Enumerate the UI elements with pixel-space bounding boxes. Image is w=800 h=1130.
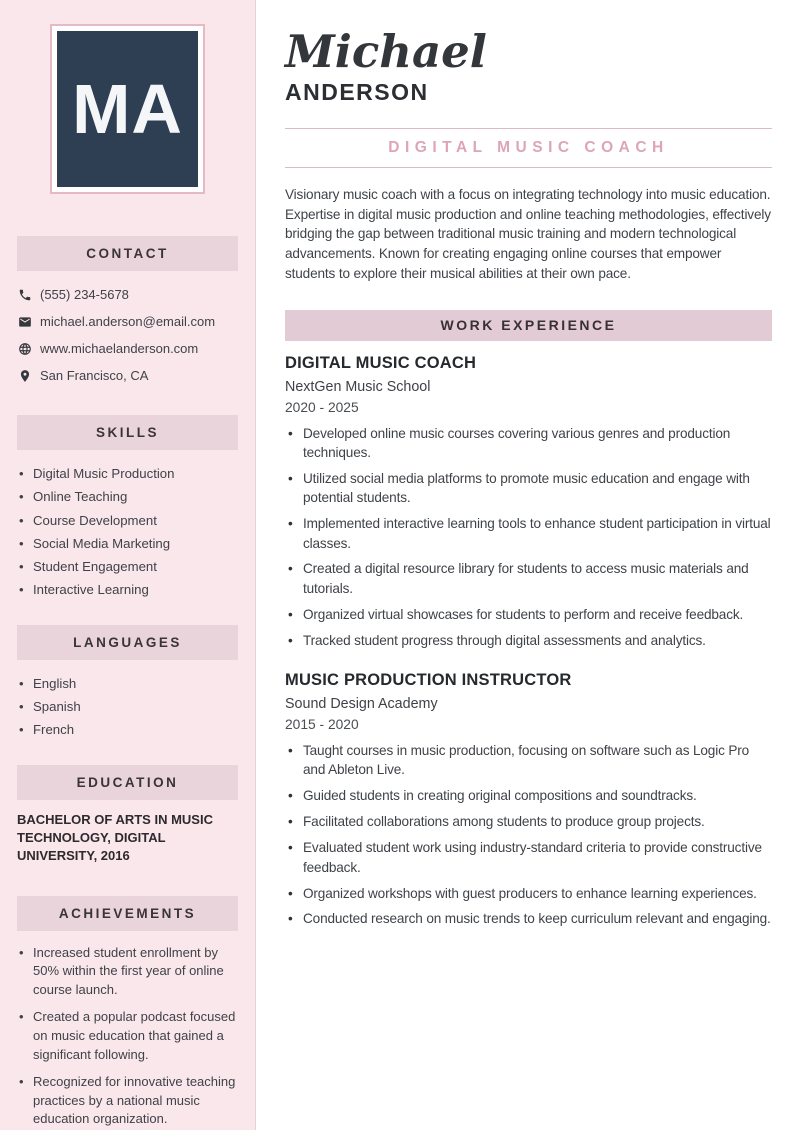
education-degree: BACHELOR OF ARTS IN MUSIC TECHNOLOGY, DIGITAL UNIVERSITY, 2016 <box>17 811 213 864</box>
job-bullet: • Taught courses in music production, focusing on software such as Logic Pro and Ableton Live. <box>285 741 772 780</box>
contact-location-text: San Francisco, CA <box>40 368 149 383</box>
job-bullet: • Guided students in creating original compositions and soundtracks. <box>285 786 772 805</box>
job-dates: 2020 - 2025 <box>285 399 359 415</box>
job-bullet: • Created a digital resource library for students to access music materials and tutorials. <box>285 559 772 598</box>
job-bullet: • Tracked student progress through digital assessments and analytics. <box>285 631 772 650</box>
last-name: ANDERSON <box>285 79 429 105</box>
job-bullet: • Developed online music courses covering various genres and production techniques. <box>285 424 772 463</box>
role-divider-bottom <box>285 167 772 168</box>
job-entry-2 <box>285 671 772 929</box>
skills-list <box>17 462 238 602</box>
job-title: MUSIC PRODUCTION INSTRUCTOR <box>285 671 572 690</box>
job-bullet: • Implemented interactive learning tools to enhance student participation in virtual classes. <box>285 514 772 553</box>
languages-section-header <box>17 625 238 660</box>
contact-section-header <box>17 236 238 271</box>
job-bullet-list <box>285 424 772 651</box>
job-bullet: • Organized workshops with guest producers to enhance learning experiences. <box>285 884 772 903</box>
language-item: • English <box>17 672 238 695</box>
email-icon <box>17 314 32 329</box>
achievement-item: • Recognized for innovative teaching practices by a national music education organization. <box>17 1073 238 1129</box>
contact-row-location <box>17 362 238 389</box>
job-title: DIGITAL MUSIC COACH <box>285 353 477 372</box>
phone-icon <box>17 287 32 302</box>
professional-summary: Visionary music coach with a focus on integrating technology into music education. Expertise in digital music production and online teaching methodologies, effectively bridging the gap between traditional music training and modern technological advancements. Known for creating engaging online courses that empower students to explore their musical abilities at their own pace. <box>285 187 771 281</box>
globe-icon <box>17 341 32 356</box>
main-column <box>256 0 800 1130</box>
job-dates: 2015 - 2020 <box>285 717 359 733</box>
skills-section-title: SKILLS <box>95 425 159 440</box>
contact-email-text: michael.anderson@email.com <box>40 314 216 329</box>
achievements-list <box>17 944 238 1129</box>
job-company: Sound Design Academy <box>285 696 438 713</box>
job-company: NextGen Music School <box>285 378 431 395</box>
first-name: Michael <box>285 25 487 78</box>
contact-row-website <box>17 335 238 362</box>
monogram-initials: MA <box>72 70 183 148</box>
achievements-section-header <box>17 896 238 931</box>
contact-list <box>17 281 238 389</box>
language-item: • French <box>17 718 238 741</box>
monogram-frame <box>50 24 205 194</box>
contact-section-title: CONTACT <box>86 246 169 261</box>
job-bullet: • Facilitated collaborations among students to produce group projects. <box>285 812 772 831</box>
job-bullet: • Evaluated student work using industry-standard criteria to provide constructive feedback. <box>285 838 772 877</box>
language-item: • Spanish <box>17 695 238 718</box>
job-bullet: • Utilized social media platforms to promote music education and engage with potential students. <box>285 469 772 508</box>
education-section-title: EDUCATION <box>76 774 179 790</box>
job-entry-1 <box>285 354 772 651</box>
contact-phone-text: (555) 234-5678 <box>40 287 129 302</box>
work-experience-section-header <box>285 310 772 341</box>
skill-item: • Digital Music Production <box>17 462 238 485</box>
skill-item: • Social Media Marketing <box>17 532 238 555</box>
job-bullet-list <box>285 741 772 929</box>
contact-row-email <box>17 308 238 335</box>
skill-item: • Course Development <box>17 509 238 532</box>
achievements-section-title: ACHIEVEMENTS <box>58 905 197 921</box>
role-title: DIGITAL MUSIC COACH <box>388 139 669 156</box>
education-section-header <box>17 765 238 800</box>
skills-section-header <box>17 415 238 450</box>
sidebar <box>0 0 256 1130</box>
job-bullet: • Conducted research on music trends to keep curriculum relevant and engaging. <box>285 909 772 928</box>
achievement-item: • Increased student enrollment by 50% within the first year of online course launch. <box>17 944 238 1000</box>
monogram <box>57 31 198 187</box>
skill-item: • Student Engagement <box>17 555 238 578</box>
job-bullet: • Organized virtual showcases for students to perform and receive feedback. <box>285 605 772 624</box>
location-pin-icon <box>17 368 32 383</box>
languages-section-title: LANGUAGES <box>73 634 182 650</box>
skill-item: • Interactive Learning <box>17 578 238 601</box>
languages-list <box>17 672 238 742</box>
achievement-item: • Created a popular podcast focused on music education that gained a significant following. <box>17 1008 238 1064</box>
contact-row-phone <box>17 281 238 308</box>
contact-website-text: www.michaelanderson.com <box>40 341 199 356</box>
work-experience-section-title: WORK EXPERIENCE <box>440 317 617 334</box>
skill-item: • Online Teaching <box>17 485 238 508</box>
